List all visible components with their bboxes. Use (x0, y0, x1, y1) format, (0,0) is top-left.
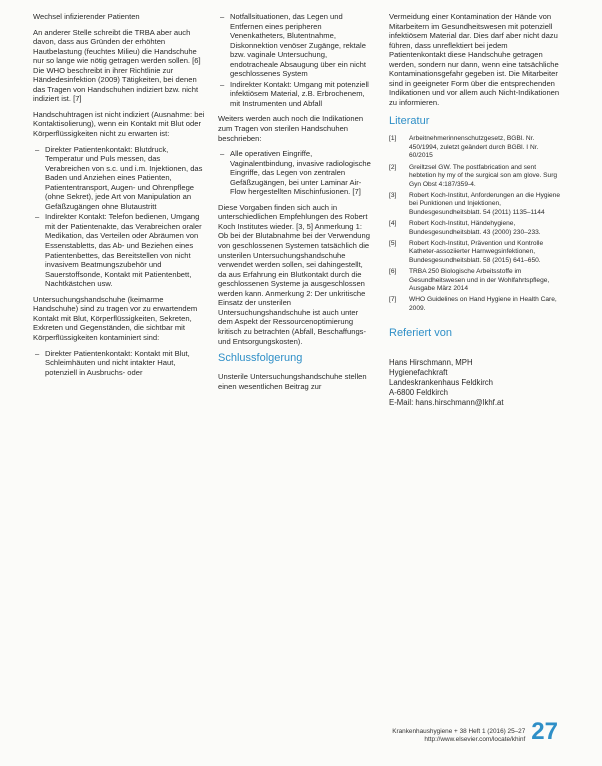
author-institution: Landeskrankenhaus Feldkirch (389, 378, 494, 388)
bullet-list (33, 349, 205, 378)
reference-item: [1] Arbeitnehmerinnenschutzgesetz, BGBl. Nr. 450/1994, zuletzt geändert durch BGBl. I Nr. 60/2015 (389, 135, 539, 160)
author-city: A-6800 Feldkirch (389, 388, 448, 398)
reference-item: [6] TRBA 250 Biologische Arbeitsstoffe im Gesundheitswesen und in der Wohlfahrtspflege, Ausgabe März 2014 (389, 268, 550, 292)
column-left (33, 12, 205, 383)
author-name: Hans Hirschmann, MPH (389, 358, 473, 368)
column-middle (218, 12, 373, 397)
section-heading-literature: Literatur (389, 115, 430, 128)
reference-item: [2] Greiltzsel GW. The postfabrication and sent hebtetion hy my of the surgical son am glove. Surg Gyn Obst 4:187/359-4. (389, 163, 558, 188)
bullet-list (218, 12, 373, 108)
reference-item: [7] WHO Guidelines on Hand Hygiene in Health Care, 2009. (389, 296, 557, 312)
paragraph: Diese Vorgaben finden sich auch in unterschiedlichen Empfehlungen des Robert Koch Institutes wieder. [3, 5] Anmerkung 1: Ob bei der Blutabnahme bei der Verwendung von geschlossenen Systemen tatsächlich die unsterilen Untersuchungshandschuhe verwendet werden sollen, sei dahingestellt, da aus Erfahrung ein Blutkontakt durch die geschlossenen Systeme ja ausgeschlossen werden kann. Anmerkung 2: Der unkritische Einsatz der unsterilen Untersuchungshandschuhe ist auch unter dem Aspekt der Ressourcenoptimierung kritisch zu betrachten (Abfall, Beschaffungs- und Entsorgungskosten). (218, 202, 370, 346)
section-heading-author: Referiert von (389, 327, 452, 340)
list-item: – Notfallsituationen, das Legen und Entfernen eines peripheren Venenkatheters, Blutentnahme, Diskonnektion venöser Zugänge, rektale bzw. vaginale Untersuchung, endotracheale Absaugung über ein nicht geschlossenes System (230, 12, 373, 79)
journal-reference: Krankenhaushygiene + 38 Heft 1 (2016) 25–27 (392, 728, 526, 735)
paragraph: Untersuchungshandschuhe (keimarme Handschuhe) sind zu tragen vor zu erwartendem Kontakt mit Blut, Körperflüssigkeiten, Sekreten, Exkreten und Gegenständen, die sichtbar mit Körperflüssigkeiten kontaminiert sind: (33, 294, 198, 342)
list-item: – Indirekter Kontakt: Telefon bedienen, Umgang mit der Patientenakte, das Verabreichen oraler Medikation, das Verteilen oder Abräumen von Essenstabletts, das Ab- und Beziehen eines Patientenbettes, das Bereitstellen von nicht invasivem Beatmungszubehör und Sauerstoffsonde, Kontakt mit Patientenbett, Nachtkästchen usw. (45, 212, 205, 288)
reference-item: [5] Robert Koch-Institut, Prävention und Kontrolle Katheter-assoziierter Harnwegsinfektionen, Bundesgesundheitsblatt. 58 (2015) 641–650. (389, 239, 544, 264)
page-footer (392, 720, 558, 744)
reference-item: [3] Robert Koch-Institut, Anforderungen an die Hygiene bei Punktionen und Injektionen, Bundesgesundheitsblatt. 54 (2011) 1135–1144 (389, 191, 561, 216)
list-item: – Direkter Patientenkontakt: Kontakt mit Blut, Schleimhäuten und nicht intakter Haut, potenziell in Ausbruchs- oder (45, 349, 205, 378)
list-item: – Indirekter Kontakt: Umgang mit potenziell infektiösem Material, z.B. Erbrochenem, mit Instrumenten und Abfall (230, 80, 373, 109)
paragraph: An anderer Stelle schreibt die TRBA aber auch davon, dass aus Gründen der erhöhten Hautbelastung (feuchtes Milieu) die Handschuhe nur so lange wie nötig getragen werden sollen. [6] Die WHO beschreibt in ihrer Richtlinie zur Händedesinfektion (2009) Tätigkeiten, bei denen das Tragen von Handschuhen indiziert bzw. nicht indiziert ist. [7] (33, 27, 201, 104)
page-number: 27 (531, 718, 558, 745)
reference-list (389, 135, 561, 313)
paragraph: Handschuhtragen ist nicht indiziert (Ausnahme: bei Kontaktisolierung), wenn ein Kontakt mit Blut oder Körperflüssigkeiten nicht zu erwarten ist: (33, 109, 205, 139)
bullet-list (33, 145, 205, 289)
bullet-list (218, 149, 373, 197)
reference-item: [4] Robert Koch-Institut, Händehygiene, Bundesgesundheitsblatt. 43 (2000) 230–233. (389, 220, 541, 236)
paragraph: Wechsel infizierender Patienten (33, 12, 140, 21)
paragraph: Unsterile Untersuchungshandschuhe stellen einen wesentlichen Beitrag zur (218, 372, 367, 391)
author-email: E-Mail: hans.hirschmann@lkhf.at (389, 398, 504, 408)
list-item: – Direkter Patientenkontakt: Blutdruck, Temperatur und Puls messen, das Verabreichen von s.c. und i.m. Injektionen, das Baden und Anziehen eines Patienten, Patiententransport, Augen- und Ohrenpflege (ohne Sekret), jede Art von Manipulation an Gefäßzugängen ohne Blutaustritt (45, 145, 205, 212)
footer-citation (392, 728, 525, 744)
paragraph: Weiters werden auch noch die Indikationen zum Tragen von sterilen Handschuhen beschrieben: (218, 114, 364, 143)
author-role: Hygienefachkraft (389, 368, 448, 378)
journal-url[interactable]: http://www.elsevier.com/locate/khinf (424, 736, 526, 743)
paragraph: Vermeidung einer Kontamination der Hände von Mitarbeitern im Gesundheitswesen mit potenziell infektiösem Material dar. Dies darf aber nicht dazu führen, dass unreflektiert bei jedem Patientenkontakt diese Handschuhe getragen werden, sondern nur dann, wenn eine tatsächliche Kontaminationsgefahr gegeben ist. Die Mitarbeiter sind in geeigneter Form über die entsprechenden Indikationen und vor allem auch Nicht-Indikationen zu informieren. (389, 12, 560, 107)
list-item: – Alle operativen Eingriffe, Vaginalentbindung, invasive radiologische Eingriffe, das Legen von zentralen Gefäßzugängen, bei unter Laminar Air-Flow hergestellten Mischinfusionen. [7] (230, 149, 373, 197)
column-right (389, 12, 561, 408)
author-block (389, 358, 561, 408)
section-heading-conclusion: Schlussfolgerung (218, 352, 303, 365)
